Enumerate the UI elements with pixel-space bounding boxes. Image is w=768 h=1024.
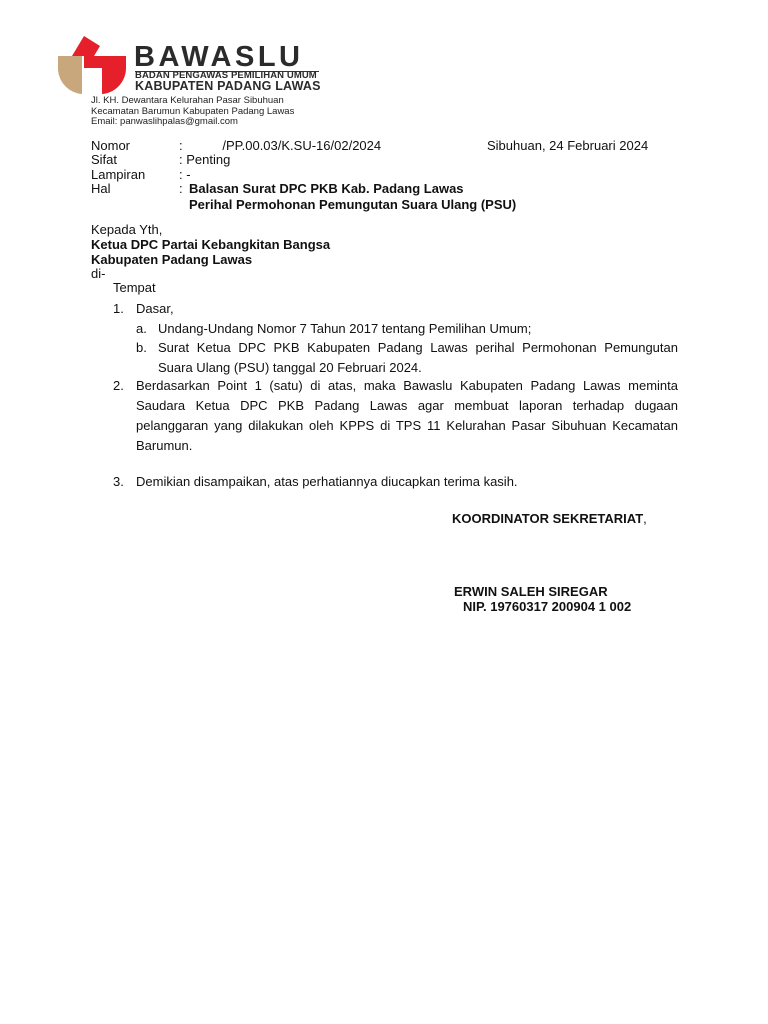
address-line-2: Kecamatan Barumun Kabupaten Padang Lawas [91,105,295,117]
recipient-line-1: Ketua DPC Partai Kebangkitan Bangsa [91,237,331,252]
item-2-number: 2. [113,378,124,393]
signature-nip: NIP. 19760317 200904 1 002 [463,599,632,614]
item-1b-text: Surat Ketua DPC PKB Kabupaten Padang Lawas perihal Permohonan Pemungutan Suara Ulang (PSU) tanggal 20 Februari 2024. [158,340,678,375]
recipient-tempat: Tempat [113,280,156,295]
letterhead-address [91,96,294,128]
item-1a-letter: a. [136,321,147,336]
address-email: Email: panwaslihpalas@gmail.com [91,116,238,127]
bawaslu-logo-icon [54,34,130,96]
hal-colon: : [179,181,183,196]
brand-name: BAWASLU [134,41,304,73]
sifat-label: Sifat [91,152,118,167]
sifat-value: : Penting [179,152,231,167]
lampiran-value: : - [179,167,191,182]
hal-line-2: Perihal Permohonan Pemungutan Suara Ulang (PSU) [189,197,517,212]
item-3-text: Demikian disampaikan, atas perhatiannya diucapkan terima kasih. [136,474,518,489]
org-name: BADAN PENGAWAS PEMILIHAN UMUM [135,70,317,81]
signature-position-title: KOORDINATOR SEKRETARIAT [452,511,644,526]
recipient-line-2: Kabupaten Padang Lawas [91,252,253,267]
item-3-number: 3. [113,474,124,489]
nomor-label: Nomor [91,138,131,153]
hal-line-1: Balasan Surat DPC PKB Kab. Padang Lawas [189,181,464,196]
item-1-title: Dasar, [136,301,174,316]
lampiran-label: Lampiran [91,167,146,182]
signature-position [452,511,647,526]
signature-position-comma: , [643,511,647,526]
item-1b-letter: b. [136,340,147,355]
item-1-number: 1. [113,301,124,316]
recipient-di: di- [91,266,106,281]
nomor-value: : /PP.00.03/K.SU-16/02/2024 [179,138,382,153]
item-2-text: Berdasarkan Point 1 (satu) di atas, maka Bawaslu Kabupaten Padang Lawas meminta Saudara Ketua DPC PKB Padang Lawas agar membuat laporan terhadap dugaan pelanggaran yang dilakukan oleh KPPS di TPS 11 Kelurahan Pasar Sibuhuan Kecamatan Barumun. [136,378,678,453]
item-1a-text: Undang-Undang Nomor 7 Tahun 2017 tentang Pemilihan Umum; [158,321,532,336]
address-line-1: Jl. KH. Dewantara Kelurahan Pasar Sibuhuan [91,95,284,106]
hal-label: Hal [91,181,111,196]
org-region: KABUPATEN PADANG LAWAS [135,79,321,93]
recipient-greeting: Kepada Yth, [91,222,163,237]
letter-date: Sibuhuan, 24 Februari 2024 [487,138,649,153]
signature-name: ERWIN SALEH SIREGAR [454,584,608,599]
